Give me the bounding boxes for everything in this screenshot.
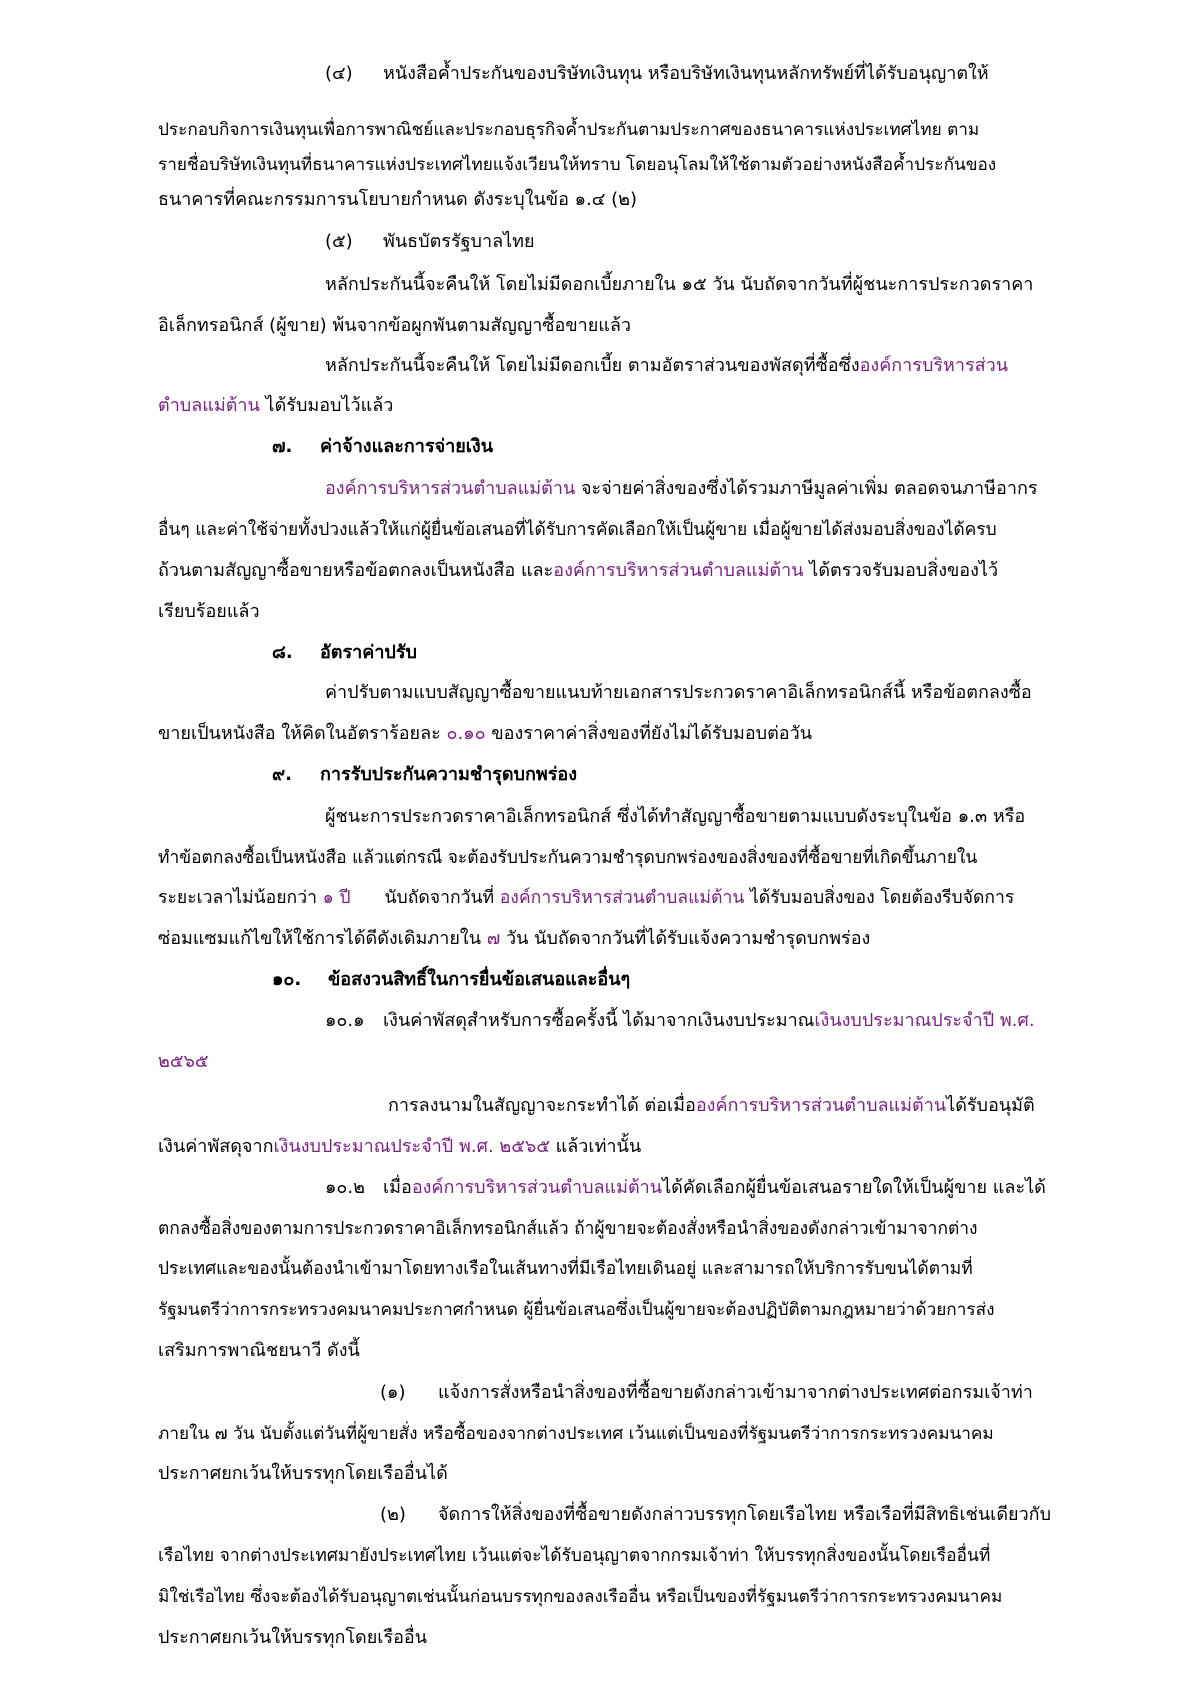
section-7-line-4: เรียบร้อยแล้ว bbox=[158, 601, 260, 622]
item-2-line-2: เรือไทย จากต่างประเทศมายังประเทศไทย เว้นแต่จะได้รับอนุญาตจากกรมเจ้าท่า ให้บรรทุกสิ่งของนั้นโดยเรืออื่นที่ bbox=[158, 1546, 991, 1566]
clause-5-number: (๕) bbox=[325, 231, 353, 252]
budget-year: ๒๕๖๕ bbox=[158, 1051, 209, 1072]
clause-4-number: (๔) bbox=[325, 63, 353, 84]
refund-1-line-1: หลักประกันนี้จะคืนให้ โดยไม่มีดอกเบี้ยภายใน ๑๕ วัน นับถัดจากวันที่ผู้ชนะการประกวดราคา bbox=[325, 274, 1034, 295]
penalty-rate: ๐.๑๐ bbox=[446, 723, 486, 744]
org-name: องค์การบริหารส่วนตำบลแม่ต้าน bbox=[325, 478, 576, 499]
section-10-2-line-3: ประเทศและของนั้นต้องนำเข้ามาโดยทางเรือในเส้นทางที่มีเรือไทยเดินอยู่ และสามารถให้บริการรับขนได้ตามที่ bbox=[158, 1259, 973, 1279]
section-10-2-line-2: ตกลงซื้อสิ่งของตามการประกวดราคาอิเล็กทรอนิกส์แล้ว ถ้าผู้ขายจะต้องสั่งหรือนำสิ่งของดังกล่าวเข้ามาจากต่าง bbox=[158, 1219, 978, 1239]
section-7-heading bbox=[272, 434, 493, 460]
item-2-number: (๒) bbox=[380, 1504, 406, 1525]
section-7-line-3: ถ้วนตามสัญญาซื้อขายหรือข้อตกลงเป็นหนังสือ และองค์การบริหารส่วนตำบลแม่ต้าน ได้ตรวจรับมอบสิ่งของไว้ bbox=[158, 560, 999, 581]
refund-2-line-2: ตำบลแม่ต้าน ได้รับมอบไว้แล้ว bbox=[158, 395, 394, 416]
warranty-period: ๑ ปี bbox=[322, 888, 351, 908]
section-10-2-line-5: เสริมการพาณิชยนาวี ดังนี้ bbox=[158, 1340, 360, 1361]
clause-4-line-1: (๔) หนังสือค้ำประกันของบริษัทเงินทุน หรือบริษัทเงินทุนหลักทรัพย์ที่ได้รับอนุญาตให้ bbox=[325, 61, 989, 87]
budget-source: เงินงบประมาณประจำปี พ.ศ. ๒๕๖๕ bbox=[273, 1136, 550, 1157]
section-8-line-1: ค่าปรับตามแบบสัญญาซื้อขายแนบท้ายเอกสารประกวดราคาอิเล็กทรอนิกส์นี้ หรือข้อตกลงซื้อ bbox=[325, 682, 1032, 703]
section-8-line-2: ขายเป็นหนังสือ ให้คิดในอัตราร้อยละ ๐.๑๐ ของราคาค่าสิ่งของที่ยังไม่ได้รับมอบต่อวัน bbox=[158, 723, 813, 744]
section-10-1-line-1: ๑๐.๑ เงินค่าพัสดุสำหรับการซื้อครั้งนี้ ได้มาจากเงินงบประมาณเงินงบประมาณประจำปี พ.ศ. bbox=[325, 1008, 1035, 1034]
section-10-heading bbox=[272, 967, 630, 993]
refund-1-line-2: อิเล็กทรอนิกส์ (ผู้ขาย) พ้นจากข้อผูกพันตามสัญญาซื้อขายแล้ว bbox=[158, 315, 632, 336]
budget-source: เงินงบประมาณประจำปี พ.ศ. bbox=[814, 1010, 1035, 1031]
section-10-title: ข้อสงวนสิทธิ์ในการยื่นข้อเสนอและอื่นๆ bbox=[328, 969, 631, 990]
org-name: องค์การบริหารส่วน bbox=[859, 355, 1009, 376]
section-9-number: ๙. bbox=[272, 764, 293, 785]
section-9-line-3: ระยะเวลาไม่น้อยกว่า ๑ ปี นับถัดจากวันที่ องค์การบริหารส่วนตำบลแม่ต้าน ได้รับมอบสิ่งของ โดยต้องรีบจัดการ bbox=[158, 888, 1015, 908]
item-1-line-3: ประกาศยกเว้นให้บรรทุกโดยเรืออื่นได้ bbox=[158, 1463, 448, 1484]
item-2-line-4: ประกาศยกเว้นให้บรรทุกโดยเรืออื่น bbox=[158, 1627, 428, 1648]
section-10-1-line-4: เงินค่าพัสดุจากเงินงบประมาณประจำปี พ.ศ. ๒๕๖๕ แล้วเท่านั้น bbox=[158, 1136, 642, 1157]
section-10-2-line-4: รัฐมนตรีว่าการกระทรวงคมนาคมประกาศกำหนด ผู้ยื่นข้อเสนอซึ่งเป็นผู้ขายจะต้องปฏิบัติตามกฎหมายว่าด้วยการส่ง bbox=[158, 1300, 995, 1320]
section-9-heading bbox=[272, 762, 577, 788]
org-name: องค์การบริหารส่วนตำบลแม่ต้าน bbox=[695, 1095, 947, 1116]
section-10-number: ๑๐. bbox=[272, 969, 302, 990]
item-2-line-1: (๒) จัดการให้สิ่งของที่ซื้อขายดังกล่าวบรรทุกโดยเรือไทย หรือเรือที่มีสิทธิเช่นเดียวกับ bbox=[380, 1502, 1051, 1528]
section-8-heading bbox=[272, 640, 417, 666]
section-7-number: ๗. bbox=[272, 436, 293, 457]
org-name: องค์การบริหารส่วนตำบลแม่ต้าน bbox=[411, 1177, 663, 1198]
section-9-title: การรับประกันความชำรุดบกพร่อง bbox=[320, 764, 577, 785]
section-7-line-2: อื่นๆ และค่าใช้จ่ายทั้งปวงแล้วให้แก่ผู้ยื่นข้อเสนอที่ได้รับการคัดเลือกให้เป็นผู้ขาย เมื่อผู้ขายได้ส่งมอบสิ่งของได้ครบ bbox=[158, 520, 997, 540]
section-7-title: ค่าจ้างและการจ่ายเงิน bbox=[320, 436, 494, 457]
section-7-line-1: องค์การบริหารส่วนตำบลแม่ต้าน จะจ่ายค่าสิ่งของซึ่งได้รวมภาษีมูลค่าเพิ่ม ตลอดจนภาษีอากร bbox=[325, 478, 1038, 499]
item-1-line-1: (๑) แจ้งการสั่งหรือนำสิ่งของที่ซื้อขายดังกล่าวเข้ามาจากต่างประเทศต่อกรมเจ้าท่า bbox=[380, 1380, 1033, 1406]
item-1-number: (๑) bbox=[380, 1382, 406, 1403]
repair-days: ๗ bbox=[486, 928, 501, 949]
clause-4-line-2: ประกอบกิจการเงินทุนเพื่อการพาณิชย์และประกอบธุรกิจค้ำประกันตามประกาศของธนาคารแห่งประเทศไทย ตาม bbox=[158, 120, 980, 140]
item-2-line-3: มิใช่เรือไทย ซึ่งจะต้องได้รับอนุญาตเช่นนั้นก่อนบรรทุกของลงเรืออื่น หรือเป็นของที่รัฐมนตรีว่าการกระทรวงคมนาคม bbox=[158, 1587, 1003, 1607]
org-name: ตำบลแม่ต้าน bbox=[158, 395, 260, 416]
org-name: องค์การบริหารส่วนตำบลแม่ต้าน bbox=[499, 888, 745, 908]
section-9-line-1: ผู้ชนะการประกวดราคาอิเล็กทรอนิกส์ ซึ่งได้ทำสัญญาซื้อขายตามแบบดังระบุในข้อ ๑.๓ หรือ bbox=[325, 806, 1026, 827]
clause-4-line-3: รายชื่อบริษัทเงินทุนที่ธนาคารแห่งประเทศไทยแจ้งเวียนให้ทราบ โดยอนุโลมให้ใช้ตามตัวอย่างหนังสือค้ำประกันของ bbox=[158, 155, 997, 175]
clause-4-line-4: ธนาคารที่คณะกรรมการนโยบายกำหนด ดังระบุในข้อ ๑.๔ (๒) bbox=[158, 189, 638, 210]
refund-2-line-1: หลักประกันนี้จะคืนให้ โดยไม่มีดอกเบี้ย ตามอัตราส่วนของพัสดุที่ซื้อซึ่งองค์การบริหารส่วน bbox=[325, 355, 1009, 376]
org-name: องค์การบริหารส่วนตำบลแม่ต้าน bbox=[553, 560, 804, 581]
section-9-line-4: ซ่อมแซมแก้ไขให้ใช้การได้ดีดังเดิมภายใน ๗ วัน นับถัดจากวันที่ได้รับแจ้งความชำรุดบกพร่อง bbox=[158, 928, 871, 949]
section-9-line-2: ทำข้อตกลงซื้อเป็นหนังสือ แล้วแต่กรณี จะต้องรับประกันความชำรุดบกพร่องของสิ่งของที่ซื้อขายที่เกิดขึ้นภายใน bbox=[158, 848, 978, 868]
section-10-1-line-3: การลงนามในสัญญาจะกระทำได้ ต่อเมื่อองค์การบริหารส่วนตำบลแม่ต้านได้รับอนุมัติ bbox=[388, 1095, 1035, 1116]
section-10-1-number: ๑๐.๑ bbox=[325, 1010, 365, 1031]
clause-5-line: (๕) พันธบัตรรัฐบาลไทย bbox=[325, 229, 535, 255]
section-8-title: อัตราค่าปรับ bbox=[320, 642, 417, 663]
section-10-2-line-1: ๑๐.๒ เมื่อองค์การบริหารส่วนตำบลแม่ต้านได้คัดเลือกผู้ยื่นข้อเสนอรายใดให้เป็นผู้ขาย และได้ bbox=[325, 1175, 1046, 1201]
section-10-2-number: ๑๐.๒ bbox=[325, 1177, 365, 1198]
section-8-number: ๘. bbox=[272, 642, 293, 663]
item-1-line-2: ภายใน ๗ วัน นับตั้งแต่วันที่ผู้ขายสั่ง หรือซื้อของจากต่างประเทศ เว้นแต่เป็นของที่รัฐมนตรีว่าการกระทรวงคมนาคม bbox=[158, 1424, 994, 1444]
